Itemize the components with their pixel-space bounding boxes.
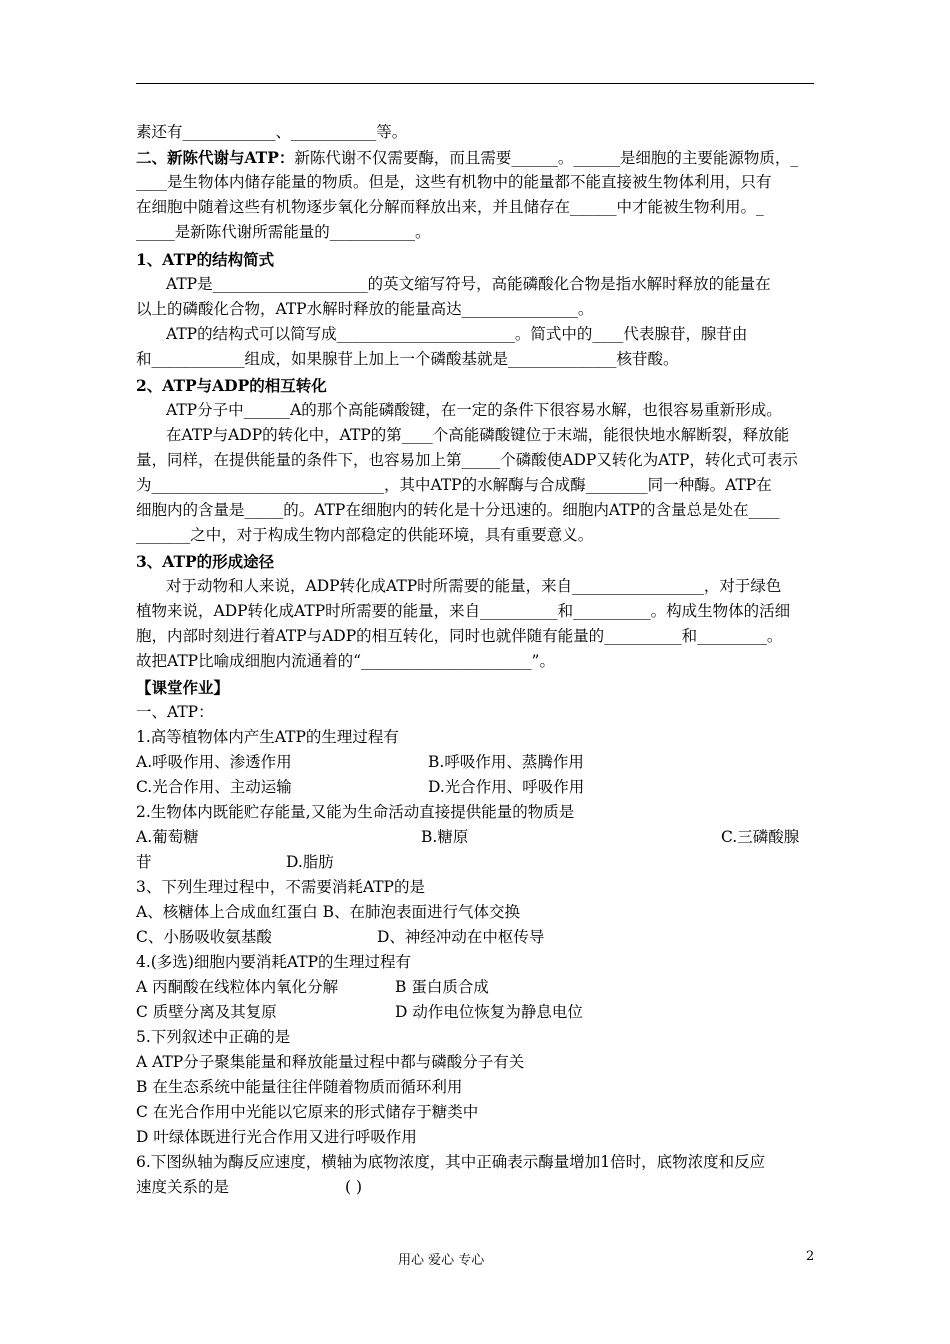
text-line: 对于动物和人来说，ADP转化成ATP时所需要的能量，来自_________________，对于绿色 (166, 577, 782, 595)
subheading: 3、ATP的形成途径 (136, 552, 275, 571)
option: A.葡萄糖 (136, 828, 199, 846)
option-continued: 苷 (136, 853, 152, 871)
option: A 丙酮酸在线粒体内氧化分解 (136, 978, 339, 996)
text-line: ATP的结构式可以简写成_______________________。简式中的____代表腺苷，腺苷由 (166, 325, 748, 343)
text-line: 为______________________________，其中ATP的水解酶与合成酶________同一种酶。ATP在 (136, 476, 772, 494)
text-line: 在ATP与ADP的转化中，ATP的第____个高能磷酸键位于末端，能很快地水解断裂，释放能 (166, 426, 790, 444)
text-line: 和____________组成，如果腺苷上加上一个磷酸基就是______________核苷酸。 (136, 350, 679, 368)
text-span: 速度关系的是 (136, 1178, 230, 1196)
option: B.呼吸作用、蒸腾作用 (428, 753, 584, 771)
option-row: B 在生态系统中能量往往伴随着物质而循环利用 (136, 1078, 463, 1096)
text-line: 素还有____________、___________等。 (136, 123, 408, 141)
option: A.呼吸作用、渗透作用 (136, 753, 292, 771)
section-heading: 二、新陈代谢与ATP： (136, 148, 295, 167)
option: C.光合作用、主动运输 (136, 778, 292, 796)
option-row: C 在光合作用中光能以它原来的形式储存于糖类中 (136, 1103, 479, 1121)
section-heading-line (136, 145, 816, 171)
text-line: 胞，内部时刻进行着ATP与ADP的相互转化，同时也就伴随有能量的__________和_________。 (136, 627, 783, 645)
question-stem: 4.(多选)细胞内要消耗ATP的生理过程有 (136, 953, 411, 971)
text-line: 以上的磷酸化合物，ATP水解时释放的能量高达_______________。 (136, 300, 594, 318)
section-heading: 【课堂作业】 (136, 678, 230, 697)
option: B.糖原 (421, 828, 469, 846)
footer-motto: 用心 爱心 专心 (398, 1253, 485, 1268)
page-number: 2 (806, 1249, 815, 1264)
question-stem: 3、下列生理过程中，不需要消耗ATP的是 (136, 878, 425, 896)
text-line: _____是新陈代谢所需能量的___________。 (136, 223, 431, 241)
text-line: 故把ATP比喻成细胞内流通着的“______________________”。 (136, 652, 555, 670)
text-span: 新陈代谢不仅需要酶，而且需要______。______是细胞的主要能源物质，_ (294, 149, 799, 167)
subheading: 1、ATP的结构简式 (136, 250, 275, 269)
option-row: A、核糖体上合成血红蛋白 B、在肺泡表面进行气体交换 (136, 903, 521, 921)
question-stem: 6.下图纵轴为酶反应速度，横轴为底物浓度，其中正确表示酶量增加1倍时，底物浓度和反应 (136, 1153, 766, 1171)
option: B 蛋白质合成 (395, 978, 489, 996)
option: D 动作电位恢复为静息电位 (395, 1003, 583, 1021)
option-row: D 叶绿体既进行光合作用又进行呼吸作用 (136, 1128, 417, 1146)
text-line: _______之中，对于构成生物内部稳定的供能环境，具有重要意义。 (136, 526, 594, 544)
text-line: ____是生物体内储存能量的物质。但是，这些有机物中的能量都不能直接被生物体利用，只有 (136, 173, 772, 191)
option: D、神经冲动在中枢传导 (377, 928, 545, 946)
header-rule (136, 83, 814, 84)
option: C.三磷酸腺 (721, 828, 800, 846)
question-stem: 5.下列叙述中正确的是 (136, 1028, 291, 1046)
text-line: 在细胞中随着这些有机物逐步氧化分解而释放出来，并且储存在______中才能被生物利用。_ (136, 198, 764, 216)
option: D.光合作用、呼吸作用 (428, 778, 585, 796)
option: D.脂肪 (286, 853, 334, 871)
question-stem: 1.高等植物体内产生ATP的生理过程有 (136, 728, 399, 746)
text-line: ATP是____________________的英文缩写符号，高能磷酸化合物是指水解时释放的能量在 (166, 275, 771, 293)
text-line: ATP分子中______A的那个高能磷酸键，在一定的条件下很容易水解，也很容易重新形成。 (166, 401, 782, 419)
option: C、小肠吸收氨基酸 (136, 928, 272, 946)
answer-bracket: ( ) (345, 1178, 363, 1196)
subheading: 2、ATP与ADP的相互转化 (136, 376, 327, 395)
option-row: A ATP分子聚集能量和释放能量过程中都与磷酸分子有关 (136, 1053, 525, 1071)
option: C 质壁分离及其复原 (136, 1003, 277, 1021)
text-line: 量，同样，在提供能量的条件下，也容易加上第_____个磷酸使ADP又转化为ATP，转化式可表示 (136, 451, 798, 469)
text-line: 植物来说，ADP转化成ATP时所需要的能量，来自__________和__________。构成生物体的活细 (136, 602, 791, 620)
question-stem: 2.生物体内既能贮存能量,又能为生命活动直接提供能量的物质是 (136, 803, 575, 821)
text-line: 细胞内的含量是_____的。ATP在细胞内的转化是十分迅速的。细胞内ATP的含量总是处在____ (136, 501, 780, 519)
text-line: 一、ATP： (136, 703, 214, 721)
